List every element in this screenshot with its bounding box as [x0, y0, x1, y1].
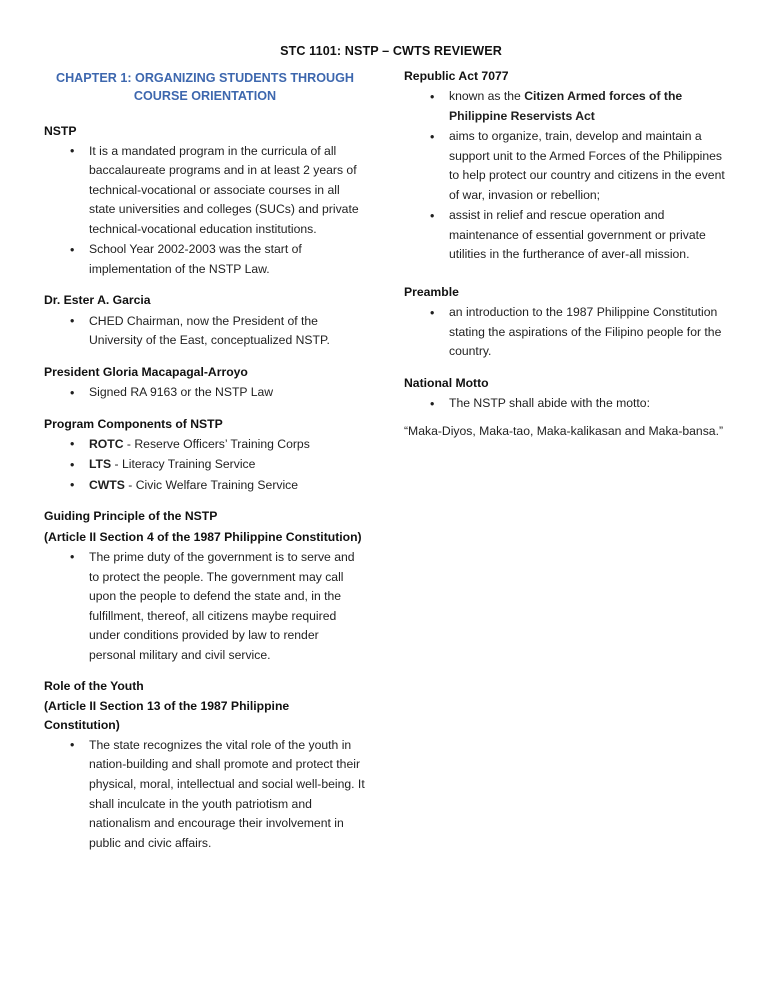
section-heading: NSTP [44, 123, 77, 138]
bullet-list [44, 736, 366, 853]
bullet-list [44, 383, 366, 403]
list-item: • assist in relief and rescue operation and maintenance of essential government or private utilities in the furtherance of aver-all mission. [404, 206, 734, 265]
bullet-list [404, 303, 734, 362]
section-heading: Guiding Principle of the NSTP [44, 509, 218, 524]
section-nstp [44, 122, 366, 280]
list-item: • It is a mandated program in the curricula of all baccalaureate programs and in at least 2 years of technical-vocational or associate courses in all state universities and colleges (SUCs) and private technical-vocational education institutions. [44, 142, 366, 240]
bullet-list [44, 312, 366, 351]
section-heading: Program Components of NSTP [44, 416, 223, 431]
section-ester-garcia [44, 291, 366, 350]
list-item [44, 455, 366, 475]
bullet-list [44, 548, 366, 665]
component-description: - Reserve Officers’ Training Corps [123, 436, 310, 451]
bullet-list [404, 87, 734, 265]
component-abbrev: ROTC [89, 436, 124, 451]
section-heading: Preamble [404, 284, 459, 299]
chapter-heading: CHAPTER 1: ORGANIZING STUDENTS THROUGH COURSE ORIENTATION [55, 71, 355, 104]
section-heading: Role of the Youth [44, 679, 144, 694]
left-column [44, 67, 366, 865]
section-heading-subline: (Article II Section 4 of the 1987 Philippine Constitution) [44, 529, 362, 544]
bullet-lead-text: known as the [449, 89, 525, 104]
two-column-body [44, 67, 738, 865]
component-abbrev: CWTS [89, 477, 125, 492]
list-item: • The NSTP shall abide with the motto: [404, 394, 734, 414]
section-heading-subline: (Article II Section 13 of the 1987 Philippine Constitution) [44, 699, 290, 732]
bullet-list [404, 394, 734, 414]
section-heading: Republic Act 7077 [404, 69, 509, 83]
bullet-bold-text: Citizen Armed forces of the Philippine Reservists Act [449, 89, 683, 123]
section-republic-act-7077 [404, 67, 734, 265]
list-item: • The prime duty of the government is to serve and to protect the people. The government may call upon the people to defend the state and, in the fulfillment, thereof, all citizens maybe required under conditions provided by law to render personal military and civil service. [44, 548, 366, 665]
list-item: • The state recognizes the vital role of the youth in nation-building and shall promote and protect their physical, moral, intellectual and social well-being. It shall inculcate in the youth patriotism and nationalism and encourage their involvement in public and civic affairs. [44, 736, 366, 853]
list-item [44, 435, 366, 455]
section-heading: National Motto [404, 375, 489, 390]
section-national-motto [404, 374, 734, 441]
component-abbrev: LTS [89, 457, 112, 472]
list-item: • an introduction to the 1987 Philippine Constitution stating the aspirations of the Filipino people for the country. [404, 303, 734, 362]
list-item [44, 476, 366, 496]
section-program-components [44, 415, 366, 496]
section-preamble [404, 283, 734, 362]
list-item: • School Year 2002-2003 was the start of implementation of the NSTP Law. [44, 240, 366, 279]
section-guiding-principle [44, 507, 366, 665]
right-column [404, 67, 734, 453]
list-item: • CHED Chairman, now the President of the University of the East, conceptualized NSTP. [44, 312, 366, 351]
section-heading: Dr. Ester A. Garcia [44, 293, 151, 308]
list-item: • aims to organize, train, develop and maintain a support unit to the Armed Forces of the Philippines to help protect our country and citizens in the event of war, invasion or rebellion; [404, 127, 734, 205]
motto-quote: “Maka-Diyos, Maka-tao, Maka-kalikasan and Maka-bansa.” [404, 423, 724, 438]
section-role-of-the-youth [44, 677, 366, 853]
list-item [404, 87, 734, 126]
list-item: • Signed RA 9163 or the NSTP Law [44, 383, 366, 403]
bullet-list [44, 142, 366, 280]
section-gloria-macapagal-arroyo [44, 363, 366, 403]
bullet-list [44, 435, 366, 496]
component-description: - Literacy Training Service [111, 457, 256, 472]
document-title: STC 1101: NSTP – CWTS REVIEWER [280, 44, 502, 58]
section-heading: President Gloria Macapagal-Arroyo [44, 364, 248, 379]
component-description: - Civic Welfare Training Service [124, 477, 299, 492]
